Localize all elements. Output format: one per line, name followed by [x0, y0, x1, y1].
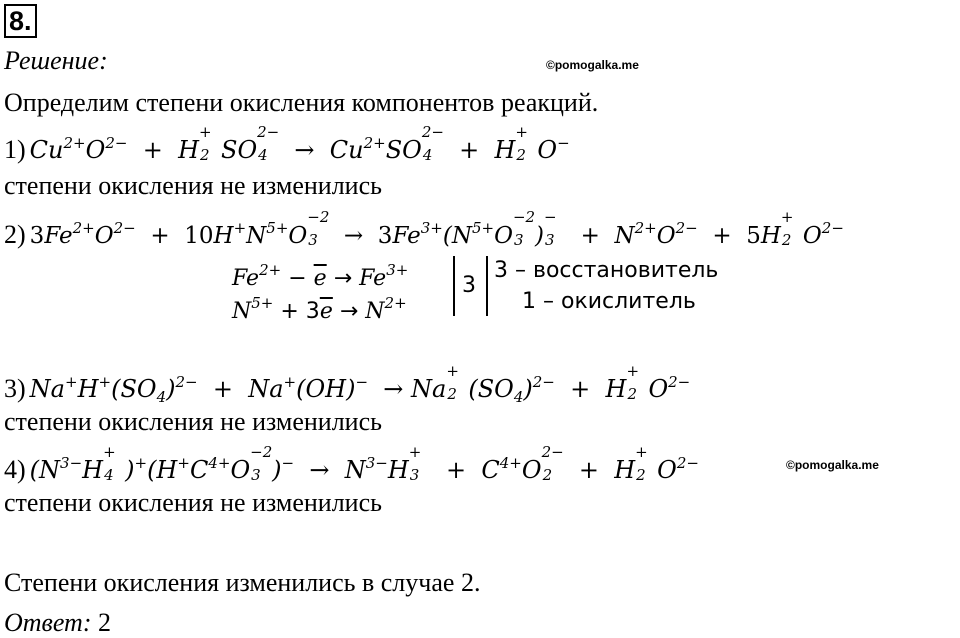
conclusion-text: Степени окисления изменились в случае 2. [4, 568, 481, 597]
half-reaction-oxidation: $Fe^{2+} - \overline{e} \to Fe^{3+}$ [232, 261, 409, 291]
answer-label: Ответ: [4, 608, 92, 637]
solution-label: Решение: [4, 46, 108, 75]
half-reaction-reduction: $N^{5+} + 3\overline{e} \to N^{2+}$ [232, 294, 407, 324]
reaction-4-note: степени окисления не изменились [4, 488, 382, 517]
reaction-4-equation: ($N^{3-}H$ + 4 )$^+(H^+C^{4+}O$ −2 3 )$^- \to N^{3-}H$ + 3 + $C^{4+}O$ 2− 2 + H + 2 $O^{2-}$ [29, 443, 699, 484]
balance-oxidizer: 1 – окислитель [522, 289, 696, 314]
watermark-top: ©pomogalka.me [546, 58, 639, 72]
reaction-3 [4, 362, 691, 412]
reaction-2-label: 2) [4, 220, 26, 249]
reaction-1-note: степени окисления не изменились [4, 171, 382, 200]
reaction-2 [4, 208, 844, 251]
reaction-1 [4, 123, 570, 165]
answer-value: 2 [97, 608, 111, 637]
balance-divider-right [486, 256, 488, 316]
problem-number: 8. [4, 4, 37, 38]
watermark-bottom: ©pomogalka.me [786, 458, 879, 472]
reaction-4 [4, 443, 699, 485]
balance-divider-left [453, 256, 455, 316]
reaction-2-equation: $3Fe^{2+}O^{2-} + 10H^+N^{5+}O$ −2 3 → $3Fe^{3+}(N^{5+}O$ −2 3 ) − 3 + $N^{2+}O^{2-} + 5H$ + 2 $O^{2-}$ [29, 208, 844, 249]
reaction-3-note: степени окисления не изменились [4, 407, 382, 436]
reaction-3-label: 3) [4, 374, 26, 403]
reaction-4-label: 4) [4, 455, 26, 484]
reaction-3-equation: $Na^+H^+(SO_4)^{2-} + Na^+(OH)^- \to Na$ + 2 $(SO_4)^{2-} + H$ + 2 $O^{2-}$ [29, 362, 691, 406]
intro-text: Определим степени окисления компонентов реакций. [4, 88, 599, 117]
balance-reducer: 3 – восстановитель [494, 258, 719, 283]
balance-factor: 3 [462, 273, 476, 298]
reaction-1-label: 1) [4, 135, 26, 164]
reaction-1-equation: $Cu^{2+}O^{2-} + H$ + 2 SO 2− 4 → $Cu^{2+}SO$ 2− 4 + H + 2 O− [29, 123, 570, 164]
answer [4, 608, 111, 638]
